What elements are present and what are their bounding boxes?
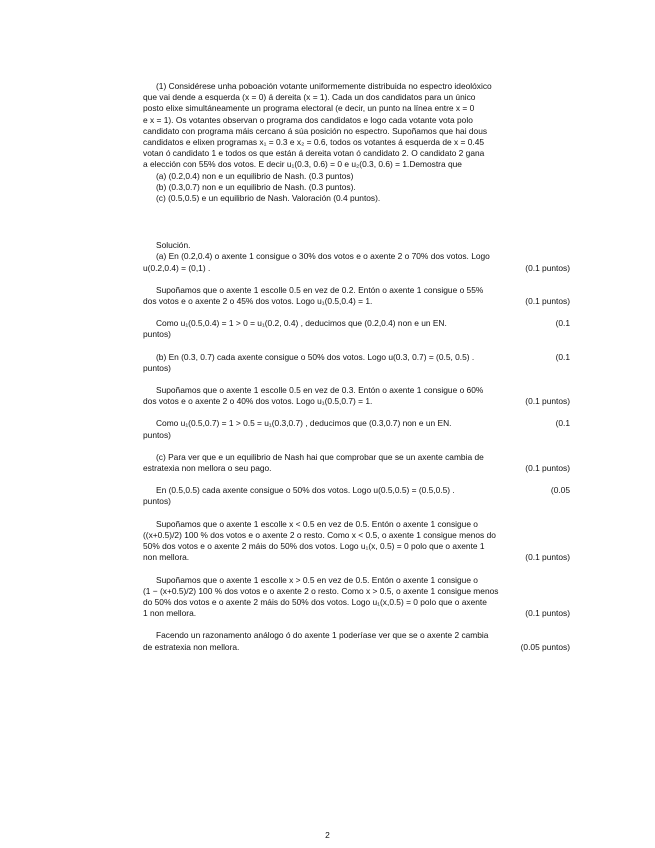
solution-text: Supoñamos que o axente 1 escolle 0.5 en vez de 0.2. Entón o axente 1 consigue o 55% bbox=[156, 284, 484, 295]
solution-text: Como u₁(0.5,0.7) = 1 > 0.5 = u₁(0.3,0.7) , deducimos que (0.3,0.7) non e un EN. bbox=[156, 418, 452, 429]
problem-line: votan ó candidato 1 e todos os que están á dereita votan ó candidato 2. O candidato 2 gana bbox=[143, 148, 485, 159]
solution-text: 50% dos votos e o axente 2 máis do 50% dos votos. Logo u₁(x, 0.5) = 0 polo que o axente 1 bbox=[143, 541, 485, 552]
problem-statement bbox=[143, 81, 570, 204]
solution-text: puntos) bbox=[143, 496, 171, 507]
problem-item-a: (a) (0.2,0.4) non e un equilibrio de Nash. (0.3 puntos) bbox=[156, 170, 354, 181]
solution-text: dos votos e o axente 2 o 40% dos votos. Logo u₁(0.5,0.7) = 1. bbox=[143, 396, 373, 407]
solution-text: puntos) bbox=[143, 429, 171, 440]
points-label: (0.05 bbox=[550, 485, 570, 496]
points-label: (0.1 puntos) bbox=[525, 262, 570, 273]
solution-text: Supoñamos que o axente 1 escolle x > 0.5 en vez de 0.5. Entón o axente 1 consigue o bbox=[156, 574, 478, 585]
problem-line: posto elixe simultáneamente un programa electoral (e decir, un punto na línea entre x = 0 bbox=[143, 103, 475, 114]
problem-line: que vai dende a esquerda (x = 0) á dereita (x = 1). Cada un dos candidatos para un único bbox=[143, 92, 476, 103]
solution-text: (c) Para ver que e un equilibrio de Nash hai que comprobar que se un axente cambia de bbox=[156, 451, 484, 462]
solution-b1 bbox=[143, 352, 570, 374]
solution-heading: Solución. bbox=[156, 240, 191, 251]
solution-text: Como u₁(0.5,0.4) = 1 > 0 = u₁(0.2, 0.4) , deducimos que (0.2,0.4) non e un EN. bbox=[156, 318, 447, 329]
points-label: (0.1 puntos) bbox=[525, 396, 570, 407]
points-label: (0.05 puntos) bbox=[520, 641, 570, 652]
solution-text: u(0.2,0.4) = (0,1) . bbox=[143, 262, 211, 273]
solution-text: En (0.5,0.5) cada axente consigue o 50% dos votos. Logo u(0.5,0.5) = (0.5,0.5) . bbox=[156, 485, 455, 496]
problem-item-b: (b) (0.3,0.7) non e un equilibrio de Nash. (0.3 puntos). bbox=[156, 181, 356, 192]
solution-text: estratexia non mellora o seu pago. bbox=[143, 463, 272, 474]
points-label: (0.1 bbox=[555, 351, 570, 362]
solution-text: ((x+0.5)/2) 100 % dos votos e o axente 2 o resto. Como x < 0.5, o axente 1 consigue menos do bbox=[143, 529, 496, 540]
solution-c2 bbox=[143, 485, 570, 507]
solution-text: de estratexia non mellora. bbox=[143, 641, 240, 652]
solution-a2 bbox=[143, 285, 570, 307]
points-label: (0.1 bbox=[555, 318, 570, 329]
problem-line: candidato con programa máis cercano á súa posición no espectro. Supoñamos que hai dous bbox=[143, 125, 488, 136]
solution-c3 bbox=[143, 519, 570, 564]
solution-text: Supoñamos que o axente 1 escolle x < 0.5 en vez de 0.5. Entón o axente 1 consigue o bbox=[156, 518, 478, 529]
solution-text: (a) En (0.2,0.4) o axente 1 consigue o 30% dos votos e o axente 2 o 70% dos votos. Logo bbox=[156, 251, 490, 262]
solution-a3 bbox=[143, 318, 570, 340]
solution-text: puntos) bbox=[143, 329, 171, 340]
solution-c5 bbox=[143, 630, 570, 652]
solution-b3 bbox=[143, 418, 570, 440]
solution-text: Supoñamos que o axente 1 escolle 0.5 en vez de 0.3. Entón o axente 1 consigue o 60% bbox=[156, 385, 484, 396]
page-number: 2 bbox=[325, 830, 330, 840]
solution-a1 bbox=[143, 240, 570, 274]
problem-line: a elección con 55% dos votos. E decir u₁(0.3, 0.6) = 0 e u₂(0.3, 0.6) = 1.Demostra que bbox=[143, 159, 462, 170]
problem-line: candidatos e elixen programas x₁ = 0.3 e x₂ = 0.6, todos os votantes á esquerda de x = 0.45 bbox=[143, 137, 485, 148]
document-page bbox=[143, 81, 570, 653]
points-label: (0.1 puntos) bbox=[525, 552, 570, 563]
solution-text: puntos) bbox=[143, 362, 171, 373]
solution-text: do 50% dos votos e o axente 2 máis do 50% dos votos. Logo u₁(x,0.5) = 0 polo que o axente bbox=[143, 596, 487, 607]
solution-c1 bbox=[143, 452, 570, 474]
solution-text: (b) En (0.3, 0.7) cada axente consigue o 50% dos votos. Logo u(0.3, 0.7) = (0.5, 0.5) . bbox=[156, 351, 475, 362]
solution-c4 bbox=[143, 575, 570, 620]
solution-text: Facendo un razonamento análogo ó do axente 1 poderíase ver que se o axente 2 cambia bbox=[156, 630, 489, 641]
solution-text: non mellora. bbox=[143, 552, 190, 563]
solution-b2 bbox=[143, 385, 570, 407]
points-label: (0.1 puntos) bbox=[525, 608, 570, 619]
points-label: (0.1 puntos) bbox=[525, 296, 570, 307]
problem-line: (1) Considérese unha poboación votante uniformemente distribuida no espectro ideolóxico bbox=[156, 81, 492, 91]
solution-text: 1 non mellora. bbox=[143, 608, 197, 619]
points-label: (0.1 puntos) bbox=[525, 463, 570, 474]
problem-item-c: (c) (0.5,0.5) e un equilibrio de Nash. Valoración (0.4 puntos). bbox=[156, 193, 381, 204]
problem-line: e x = 1). Os votantes observan o programa dos candidatos e logo cada votante vota polo bbox=[143, 114, 473, 125]
solution-text: dos votos e o axente 2 o 45% dos votos. Logo u₁(0.5,0.4) = 1. bbox=[143, 296, 373, 307]
points-label: (0.1 bbox=[555, 418, 570, 429]
solution-text: (1 − (x+0.5)/2) 100 % dos votos e o axente 2 o resto. Como x > 0.5, o axente 1 consigue menos bbox=[143, 585, 499, 596]
